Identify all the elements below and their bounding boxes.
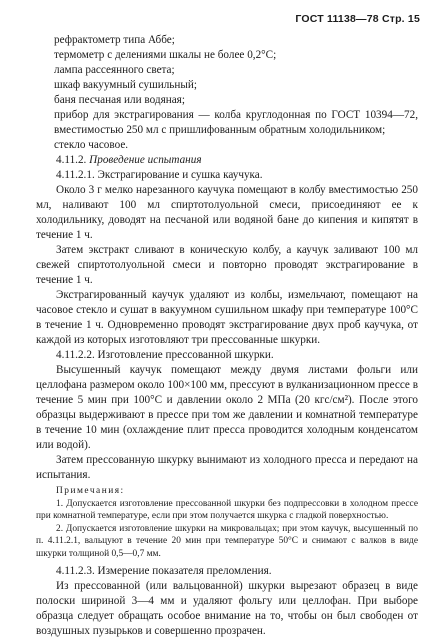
note-item: 1. Допускается изготовление прессованной шкурки без подпрессовки в холодном прессе при комнатной температуре, если при этом получается шкурка с гладкой поверхностью.: [36, 498, 418, 522]
list-item: баня песчаная или водяная;: [54, 94, 185, 106]
subsection-heading: 4.11.2.3. Измерение показателя преломления.: [56, 564, 272, 577]
notes-block: [36, 485, 418, 561]
equipment-list: [36, 33, 418, 153]
paragraph: Около 3 г мелко нарезанного каучука помещают в колбу вместимостью 250 мл, наливают 100 мл спиртотолуольной смеси, присоединяют ее к холодильнику, доводят на песчаной или водяной бане до кипения и кипятят в течение 1 ч.: [36, 184, 418, 241]
list-item: рефрактометр типа Аббе;: [54, 34, 175, 46]
subsection-heading: 4.11.2.1. Экстрагирование и сушка каучука.: [56, 169, 263, 181]
list-item: шкаф вакуумный сушильный;: [54, 79, 197, 91]
list-item: стекло часовое.: [54, 139, 129, 151]
paragraph: Затем экстракт сливают в коническую колбу, а каучук заливают 100 мл свежей спиртотолуольной смеси и повторно проводят экстрагирование в течение 1 ч.: [36, 244, 418, 286]
notes-title: Примечания:: [56, 486, 125, 496]
paragraph: Экстрагированный каучук удаляют из колбы, измельчают, помещают на часовое стекло и сушат в вакуумном сушильном шкафу при температуре 100°С в течение 1 ч. Одновременно проводят экстрагирование двух проб каучука, от каждой из которых изготовляют три прессованные шкурки.: [36, 289, 418, 346]
paragraph: Высушенный каучук помещают между двумя листами фольги или целлофана размером около 100×100 мм, прессуют в вулканизационном прессе в течение 5 мин при 100°С и давлении около 2 МПа (20 кгс/см²). После этого образцы выдерживают в прессе при том же давлении и комнатной температуре в течение 10 мин (охлаждение плит пресса проводится холодным конденсатом или водой).: [36, 364, 418, 451]
section-number: 4.11.2.: [56, 154, 87, 166]
list-item: прибор для экстрагирования — колба круглодонная по ГОСТ 10394—72, вместимостью 250 мл с пришлифованным обратным холодильником;: [54, 109, 418, 136]
section-title: Проведение испытания: [89, 154, 202, 166]
paragraph: Затем прессованную шкурку вынимают из холодного пресса и передают на испытания.: [36, 454, 418, 481]
list-item: лампа рассеянного света;: [54, 64, 175, 76]
page-header: ГОСТ 11138—78 Стр. 15: [295, 13, 420, 25]
page-content: [36, 33, 418, 639]
list-item: термометр с делениями шкалы не более 0,2°С;: [54, 49, 277, 61]
subsection-heading: 4.11.2.2. Изготовление прессованной шкурки.: [56, 349, 274, 361]
note-item: 2. Допускается изготовление шкурки на микровальцах; при этом каучук, высушенный по п. 4.11.2.1, вальцуют в течение 20 мин при температуре 50°С и снимают с валков в виде шкурки толщиной 0,5—0,7 мм.: [36, 523, 418, 559]
paragraph: Из прессованной (или вальцованной) шкурки вырезают образец в виде полоски шириной 3—4 мм и удаляют фольгу или целлофан. При выборе образца следует обращать особое внимание на то, чтобы он был свободен от воздушных пузырьков и совершенно прозрачен.: [36, 579, 418, 637]
section-heading: [36, 153, 418, 168]
